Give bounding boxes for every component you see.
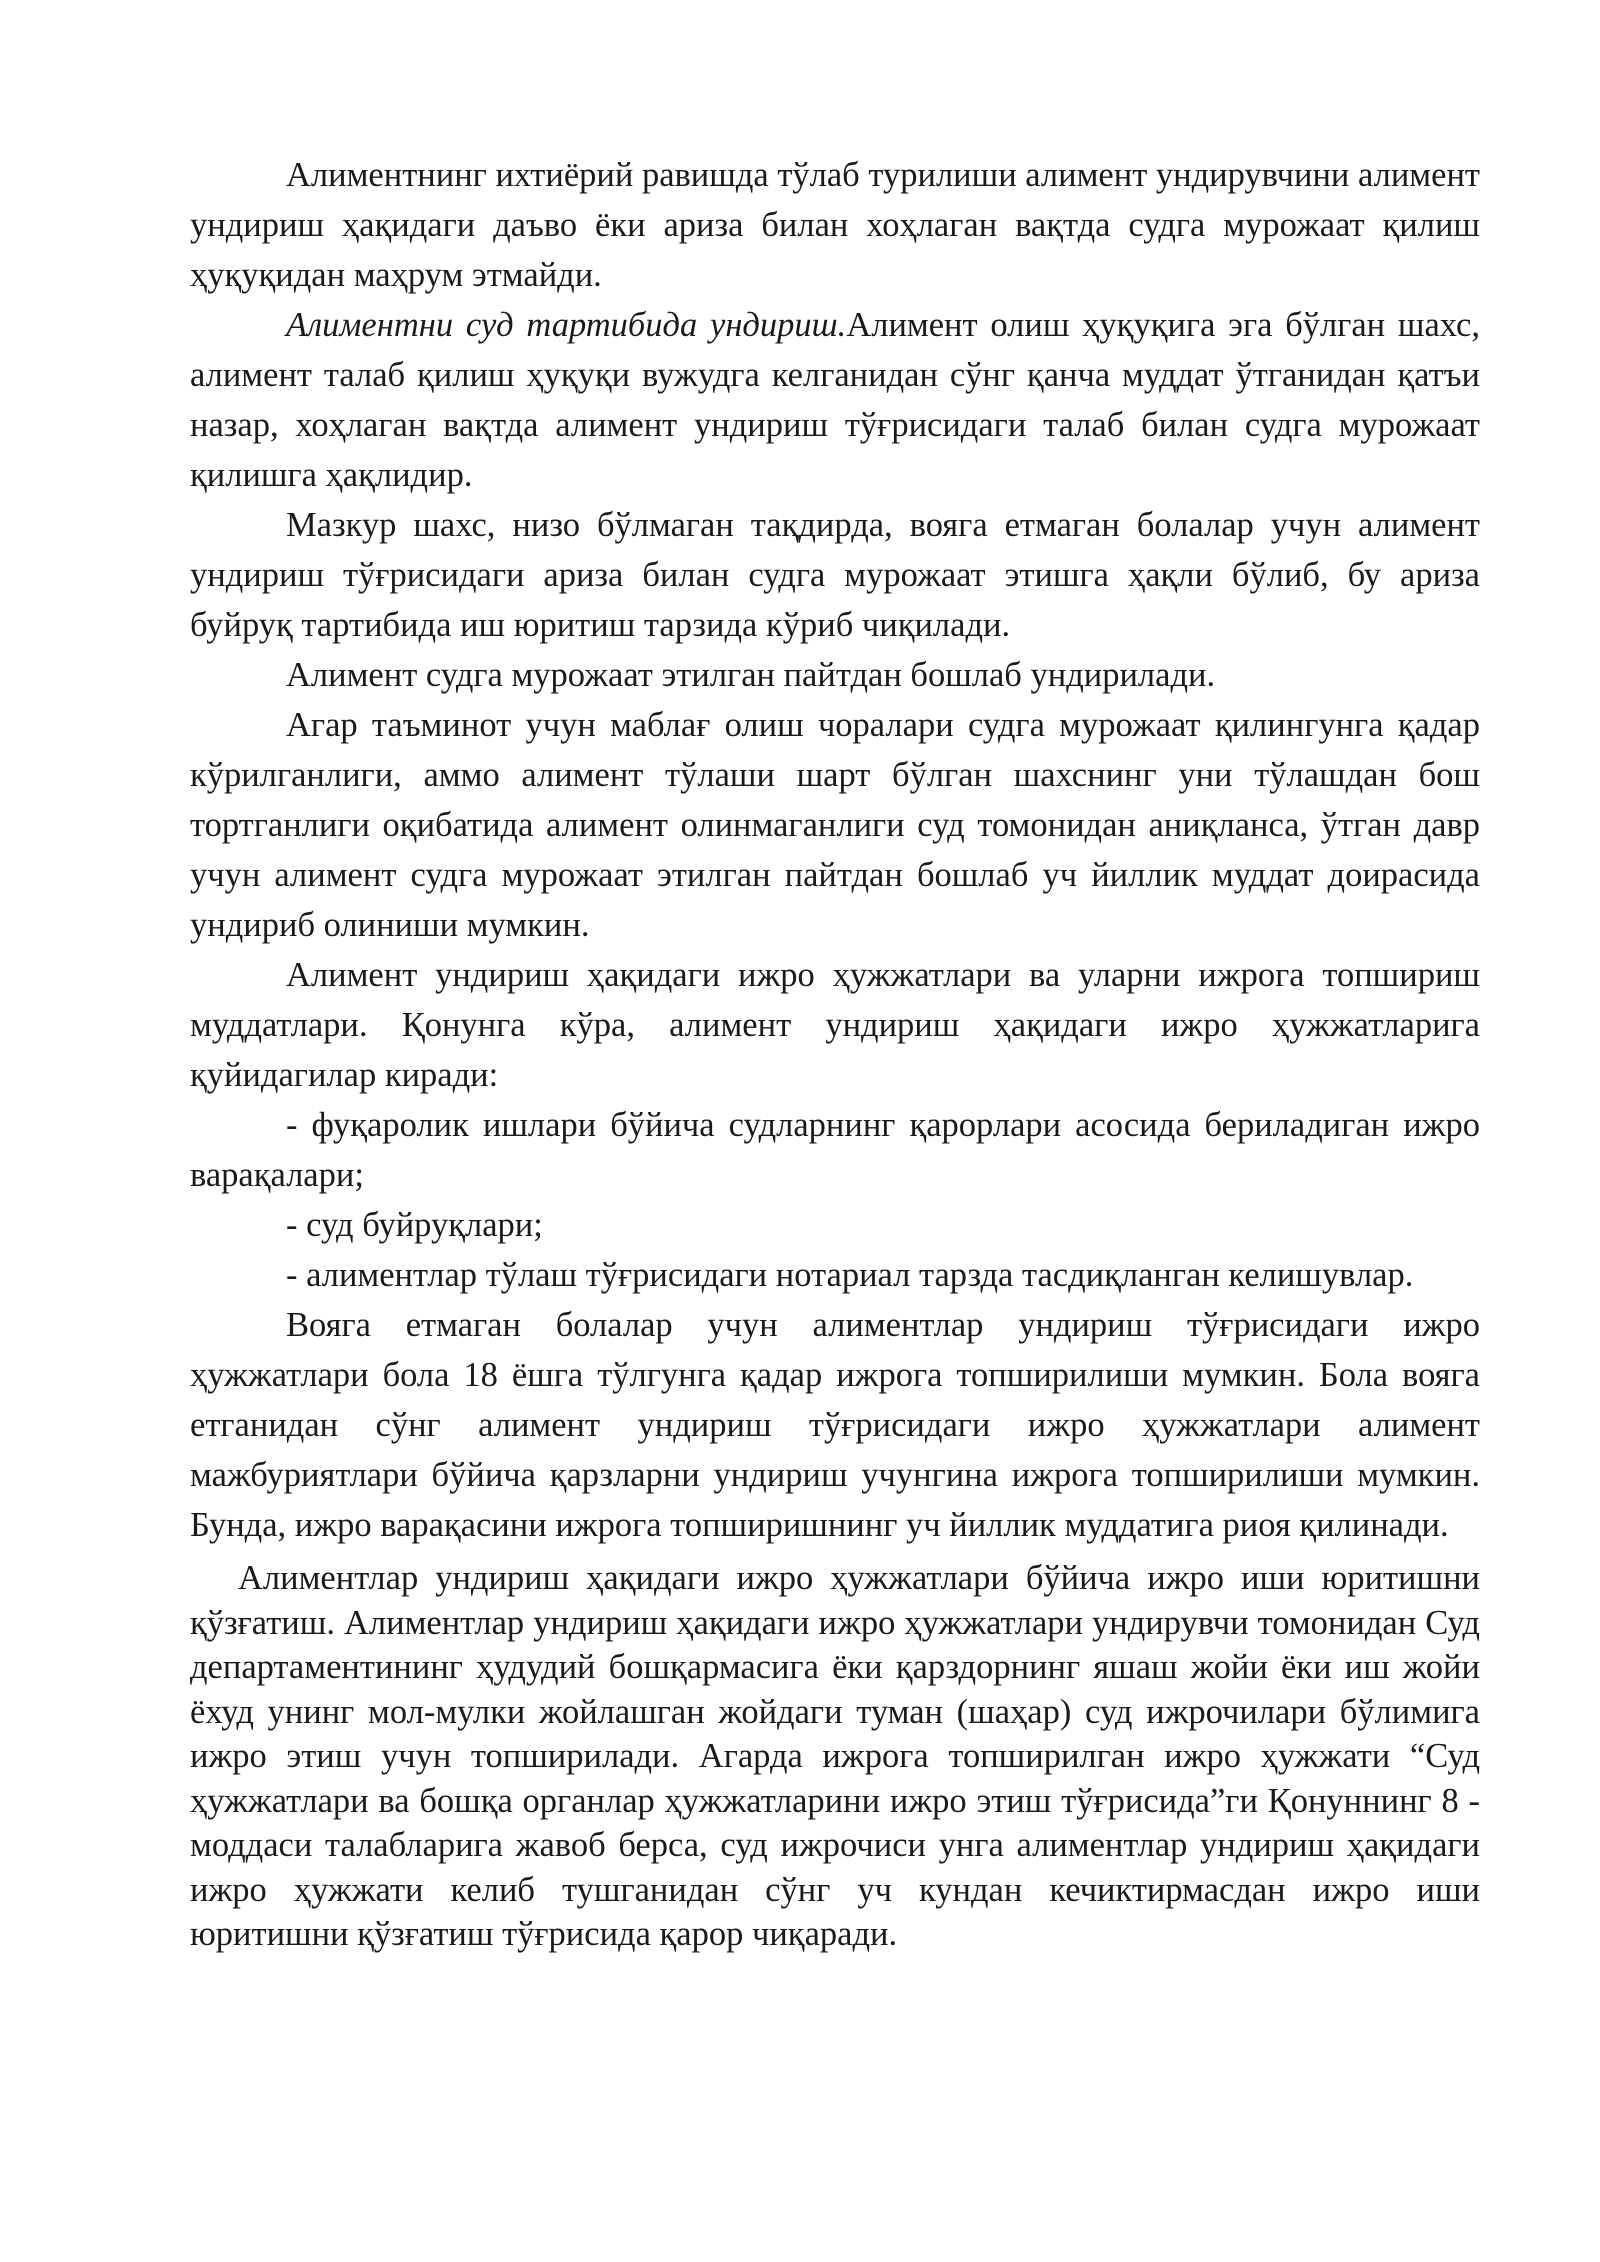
- document-section-enforcement: [190, 1556, 1480, 1957]
- paragraph-voluntary-payment: Алиментнинг ихтиёрий равишда тўлаб турилиши алимент ундирувчини алимент ундириш ҳақидаги даъво ёки ариза билан хоҳлаган вақтда судга мурожаат қилиш ҳуқуқидан маҳрум этмайди.: [190, 156, 1480, 294]
- list-item-notarial-agreements: - алиментлар тўлаш тўғрисидаги нотариал тарзда тасдиқланган келишувлар.: [286, 1256, 1414, 1294]
- paragraph-court-collection: Алиментни суд тартибида ундириш.Алимент олиш ҳуқуқига эга бўлган шахс, алимент талаб қилиш ҳуқуқи вужудга келганидан сўнг қанча муддат ўтганидан қатъи назар, хоҳлаган вақтда алимент ундириш тўғрисидаги талаб билан судга мурожаат қилишга ҳақлидир.: [190, 306, 1480, 494]
- document-page: [190, 150, 1480, 1957]
- document-body: [190, 150, 1480, 1550]
- paragraph-initiation-of-proceedings: Алиментлар ундириш ҳақидаги ижро ҳужжатлари бўйича ижро иши юритишни қўзғатиш. Алиментлар ундириш ҳақидаги ижро ҳужжатлари ундирувчи томонидан Суд департаментининг ҳудудий бошқармасига ёки қарздорнинг яшаш жойи ёки иш жойи ёхуд унинг мол-мулки жойлашган жойдаги туман (шаҳар) суд ижрочилари бўлимига ижро этиш учун топширилади. Агарда ижрога топширилган ижро ҳужжати “Суд ҳужжатлари ва бошқа органлар ҳужжатларини ижро этиш тўғрисида”ги Қонуннинг 8 - моддаси талабларига жавоб берса, суд ижрочиси унга алиментлар ундириш ҳақидаги ижро ҳужжати келиб тушганидан сўнг уч кундан кечиктирмасдан ижро иши юритишни қўзғатиш тўғрисида қарор чиқаради.: [190, 1559, 1480, 1953]
- list-item-court-decisions: - фуқаролик ишлари бўйича судларнинг қарорлари асосида бериладиган ижро варақалари;: [190, 1106, 1480, 1194]
- paragraph-three-year-period: Агар таъминот учун маблағ олиш чоралари судга мурожаат қилингунга қадар кўрилганлиги, аммо алимент тўлаши шарт бўлган шахснинг уни тўлашдан бош тортганлиги оқибатида алимент олинмаганлиги суд томонидан аниқланса, ўтган давр учун алимент судга мурожаат этилган пайтдан бошлаб уч йиллик муддат доирасида ундириб олиниши мумкин.: [190, 706, 1480, 944]
- paragraph-lead-italic: Алиментни суд тартибида ундириш.: [286, 306, 847, 344]
- paragraph-collection-start: Алимент судга мурожаат этилган пайтдан бошлаб ундирилади.: [286, 656, 1216, 694]
- paragraph-minors-deadline: Вояга етмаган болалар учун алиментлар ундириш тўғрисидаги ижро ҳужжатлари бола 18 ёшга тўлгунга қадар ижрога топширилиши мумкин. Бола вояга етганидан сўнг алимент ундириш тўғрисидаги ижро ҳужжатлари алимент мажбуриятлари бўйича қарзларни ундириш учунгина ижрога топширилиши мумкин. Бунда, ижро варақасини ижрога топширишнинг уч йиллик муддатига риоя қилинади.: [190, 1306, 1480, 1544]
- paragraph-enforcement-documents: Алимент ундириш ҳақидаги ижро ҳужжатлари ва уларни ижрога топшириш муддатлари. Қонунга кўра, алимент ундириш ҳақидаги ижро ҳужжатларига қуйидагилар киради:: [190, 956, 1480, 1094]
- paragraph-order-procedure: Мазкур шахс, низо бўлмаган тақдирда, вояга етмаган болалар учун алимент ундириш тўғрисидаги ариза билан судга мурожаат этишга ҳақли бўлиб, бу ариза буйруқ тартибида иш юритиш тарзида кўриб чиқилади.: [190, 506, 1480, 644]
- list-item-court-orders: - суд буйруқлари;: [286, 1206, 543, 1244]
